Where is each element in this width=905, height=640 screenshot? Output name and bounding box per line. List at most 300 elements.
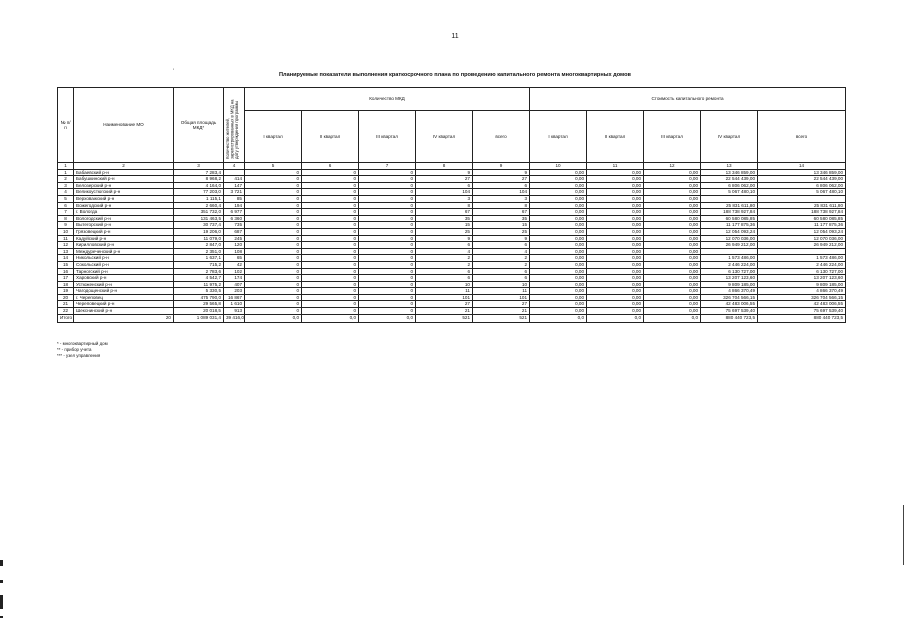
table-row xyxy=(58,209,846,216)
column-number: 9 xyxy=(473,163,530,170)
cell-n: 16 xyxy=(58,268,74,275)
cell-name: г. Череповец xyxy=(74,294,174,301)
cell-name: Кирилловский р-н xyxy=(74,242,174,249)
cell-q4: 27 xyxy=(416,176,473,183)
cell-c2: 0,00 xyxy=(587,176,644,183)
footnote: *** - узел управления xyxy=(57,353,101,358)
cell-c2: 0,00 xyxy=(587,189,644,196)
cell-q4: 4 xyxy=(416,248,473,255)
cell-n: 13 xyxy=(58,248,74,255)
column-number: 5 xyxy=(245,163,302,170)
cell-res: 194 xyxy=(224,202,245,209)
cell-name: Вологодский р-н xyxy=(74,215,174,222)
cell-q3: 0 xyxy=(359,242,416,249)
cell-q3: 0 xyxy=(359,248,416,255)
cell-q4: 10 xyxy=(416,281,473,288)
cell-area: 29 565,8 xyxy=(174,301,224,308)
cell-c1: 0,00 xyxy=(530,189,587,196)
cell-res: 687 xyxy=(224,228,245,235)
cell-q3: 0 xyxy=(359,308,416,315)
cell-area: 8 968,2 xyxy=(174,176,224,183)
table-row xyxy=(58,235,846,242)
table-row xyxy=(58,255,846,262)
cell-area: 351 732,0 xyxy=(174,209,224,216)
cell-c4: 25 831 611,80 xyxy=(701,202,758,209)
cell-q2: 0 xyxy=(302,275,359,282)
cell-ct: 75 697 539,40 xyxy=(758,308,846,315)
cell-c4: 4 866 370,49 xyxy=(701,288,758,295)
cell-c1: 0,00 xyxy=(530,255,587,262)
cell-res: 108 xyxy=(224,248,245,255)
cell-q4: 101 xyxy=(416,294,473,301)
cell-q1: 0 xyxy=(245,235,302,242)
plan-table xyxy=(57,87,846,323)
cell-q4: 15 xyxy=(416,222,473,229)
cell-q1: 0 xyxy=(245,301,302,308)
cell-c1: 0,00 xyxy=(530,222,587,229)
cell-q4: 6 xyxy=(416,182,473,189)
cell-c4: 75 697 539,40 xyxy=(701,308,758,315)
header-count-q1: I квартал xyxy=(245,111,302,163)
cell-tot: 3 xyxy=(473,195,530,202)
cell-q4: 104 xyxy=(416,189,473,196)
cell-c1: 0,00 xyxy=(530,294,587,301)
cell-c3: 0,00 xyxy=(644,288,701,295)
cell-c2: 0,00 xyxy=(587,202,644,209)
cell-q1: 0 xyxy=(245,228,302,235)
cell-q1: 0 xyxy=(245,202,302,209)
table-row xyxy=(58,215,846,222)
cell-q2: 0 xyxy=(302,261,359,268)
cell-q3: 0 xyxy=(359,301,416,308)
cell-c4: 42 483 006,55 xyxy=(701,301,758,308)
cell-c4: 12 070 036,00 xyxy=(701,235,758,242)
cell-q2: 0 xyxy=(302,189,359,196)
cell-c1: 0,00 xyxy=(530,261,587,268)
column-number: 4 xyxy=(224,163,245,170)
header-cost: Стоимость капитального ремонта xyxy=(530,88,846,111)
cell-area: 7 283,4 xyxy=(174,169,224,176)
cell-q4: 2 xyxy=(416,255,473,262)
cell-q2: 0 xyxy=(302,182,359,189)
cell-q3: 0 xyxy=(359,202,416,209)
cell-tot: 6 xyxy=(473,242,530,249)
cell-n: 20 xyxy=(58,294,74,301)
cell-c3: 0,00 xyxy=(644,235,701,242)
cell-tot: 25 xyxy=(473,228,530,235)
table-row xyxy=(58,268,846,275)
cell-area: 715,2 xyxy=(174,261,224,268)
table-body xyxy=(58,169,846,314)
cell-c2: 0,00 xyxy=(587,288,644,295)
column-number: 11 xyxy=(587,163,644,170)
cell-n: 17 xyxy=(58,275,74,282)
cell-n: 10 xyxy=(58,228,74,235)
total-label: Итого xyxy=(58,314,74,322)
cell-tot: 4 xyxy=(473,248,530,255)
cell-c3: 0,00 xyxy=(644,255,701,262)
cell-q1: 0 xyxy=(245,189,302,196)
cell-q2: 0 xyxy=(302,215,359,222)
cell-ct: 25 831 611,80 xyxy=(758,202,846,209)
cell-tot: 27 xyxy=(473,301,530,308)
header-num: № п/п xyxy=(58,88,74,163)
cell-ct: 4 866 370,49 xyxy=(758,288,846,295)
cell-q3: 0 xyxy=(359,209,416,216)
cell-c2: 0,00 xyxy=(587,209,644,216)
cell-n: 21 xyxy=(58,301,74,308)
cell-c3: 0,00 xyxy=(644,281,701,288)
cell-q3: 0 xyxy=(359,235,416,242)
cell-tot: 9 xyxy=(473,235,530,242)
cell-ct: 22 544 439,00 xyxy=(758,176,846,183)
cell-ct: 6 806 062,00 xyxy=(758,182,846,189)
cell-c3: 0,00 xyxy=(644,202,701,209)
cell-area: 30 737,4 xyxy=(174,222,224,229)
cell-c4: 12 054 093,24 xyxy=(701,228,758,235)
cell-c1: 0,00 xyxy=(530,248,587,255)
left-edge-scan-marks xyxy=(0,0,6,640)
cell-c3: 0,00 xyxy=(644,308,701,315)
total-row xyxy=(58,314,846,322)
cell-name: Устюженский р-н xyxy=(74,281,174,288)
cell-c1: 0,00 xyxy=(530,202,587,209)
table-row xyxy=(58,189,846,196)
cell-name: Вожегодский р-н xyxy=(74,202,174,209)
cell-c3: 0,00 xyxy=(644,189,701,196)
cell-tot: 6 xyxy=(473,268,530,275)
cell-tot: 21 xyxy=(473,308,530,315)
cell-c1: 0,00 xyxy=(530,281,587,288)
cell-c2: 0,00 xyxy=(587,301,644,308)
column-number: 12 xyxy=(644,163,701,170)
cell-ct: 11 177 875,36 xyxy=(758,222,846,229)
cell-c2: 0,00 xyxy=(587,261,644,268)
cell-res: 85 xyxy=(224,195,245,202)
cell-q3: 0 xyxy=(359,169,416,176)
cell-c4 xyxy=(701,248,758,255)
cell-ct: 326 704 566,15 xyxy=(758,294,846,301)
cell-res: 65 xyxy=(224,255,245,262)
cell-c1: 0,00 xyxy=(530,169,587,176)
cell-c4: 13 207 123,60 xyxy=(701,275,758,282)
cell-ct: 1 573 486,00 xyxy=(758,255,846,262)
cell-q4: 25 xyxy=(416,228,473,235)
footnote: * - многоквартирный дом xyxy=(57,341,108,346)
cell-q3: 0 xyxy=(359,215,416,222)
cell-ct: 9 809 185,00 xyxy=(758,281,846,288)
cell-c3: 0,00 xyxy=(644,222,701,229)
total-count: 20 xyxy=(74,314,174,322)
cell-name: Сокольский р-н xyxy=(74,261,174,268)
cell-res: 1 610 xyxy=(224,301,245,308)
cell-n: 19 xyxy=(58,288,74,295)
cell-c1: 0,00 xyxy=(530,228,587,235)
cell-name: Тарногский р-н xyxy=(74,268,174,275)
cell-q3: 0 xyxy=(359,228,416,235)
cell-area: 77 203,0 xyxy=(174,189,224,196)
cell-tot: 101 xyxy=(473,294,530,301)
cell-q2: 0 xyxy=(302,281,359,288)
cell-area: 1 637,1 xyxy=(174,255,224,262)
cell-q2: 0 xyxy=(302,268,359,275)
cell-res: 3 721 xyxy=(224,189,245,196)
total-area: 1 089 031,4 xyxy=(174,314,224,322)
cell-area: 2 351,0 xyxy=(174,248,224,255)
cell-res: 120 xyxy=(224,242,245,249)
column-number: 6 xyxy=(302,163,359,170)
cell-name: Вытегорский р-н xyxy=(74,222,174,229)
total-q1: 0,0 xyxy=(245,314,302,322)
cell-area: 20 018,5 xyxy=(174,308,224,315)
cell-area: 2 660,4 xyxy=(174,202,224,209)
cell-c3: 0,00 xyxy=(644,275,701,282)
cell-name: Кадуйский р-н xyxy=(74,235,174,242)
cell-n: 1 xyxy=(58,169,74,176)
cell-q4: 9 xyxy=(416,235,473,242)
cell-area: 2 847,0 xyxy=(174,242,224,249)
cell-area: 1 115,1 xyxy=(174,195,224,202)
page-number: 11 xyxy=(451,33,459,40)
column-number: 8 xyxy=(416,163,473,170)
cell-area: 2 783,6 xyxy=(174,268,224,275)
header-residents: Количество жителей, зарегистрированных в МКД на дату утверждения программы xyxy=(225,99,240,159)
cell-q4: 21 xyxy=(416,308,473,315)
cell-c3: 0,00 xyxy=(644,248,701,255)
header-area: Общая площадь МКД* xyxy=(174,88,224,163)
cell-tot: 8 xyxy=(473,202,530,209)
table-row xyxy=(58,228,846,235)
cell-q1: 0 xyxy=(245,176,302,183)
cell-q4: 6 xyxy=(416,275,473,282)
cell-q2: 0 xyxy=(302,242,359,249)
header-count-total: всего xyxy=(473,111,530,163)
cell-q3: 0 xyxy=(359,189,416,196)
cell-c2: 0,00 xyxy=(587,308,644,315)
cell-c4: 60 580 085,85 xyxy=(701,215,758,222)
corner-mark: ' xyxy=(173,69,175,75)
cell-q4: 2 xyxy=(416,261,473,268)
cell-area: 4 164,0 xyxy=(174,182,224,189)
cell-name: Чагодощенский р-н xyxy=(74,288,174,295)
header-cost-q2: II квартал xyxy=(587,111,644,163)
cell-q4: 11 xyxy=(416,288,473,295)
cell-tot: 2 xyxy=(473,255,530,262)
cell-res: 203 xyxy=(224,288,245,295)
table-row xyxy=(58,248,846,255)
cell-q4: 67 xyxy=(416,209,473,216)
cell-q1: 0 xyxy=(245,248,302,255)
cell-res: 147 xyxy=(224,182,245,189)
footnotes xyxy=(57,341,108,359)
cell-n: 12 xyxy=(58,242,74,249)
header-count-q2: II квартал xyxy=(302,111,359,163)
cell-n: 14 xyxy=(58,255,74,262)
cell-ct: 2 446 224,00 xyxy=(758,261,846,268)
cell-name: Никольский р-н xyxy=(74,255,174,262)
right-edge-scan-line xyxy=(903,505,904,565)
cell-c4: 1 573 486,00 xyxy=(701,255,758,262)
cell-c3: 0,00 xyxy=(644,294,701,301)
cell-c3: 0,00 xyxy=(644,228,701,235)
cell-ct: 12 070 036,00 xyxy=(758,235,846,242)
cell-ct: 13 346 859,00 xyxy=(758,169,846,176)
cell-q3: 0 xyxy=(359,268,416,275)
cell-n: 18 xyxy=(58,281,74,288)
total-cost-q2: 0,0 xyxy=(587,314,644,322)
cell-c1: 0,00 xyxy=(530,182,587,189)
cell-c1: 0,00 xyxy=(530,268,587,275)
cell-name: Верховажский р-н xyxy=(74,195,174,202)
cell-c2: 0,00 xyxy=(587,275,644,282)
cell-c3: 0,00 xyxy=(644,215,701,222)
cell-n: 9 xyxy=(58,222,74,229)
cell-res: 913 xyxy=(224,308,245,315)
cell-q3: 0 xyxy=(359,288,416,295)
cell-q2: 0 xyxy=(302,294,359,301)
column-number: 2 xyxy=(74,163,174,170)
cell-c1: 0,00 xyxy=(530,195,587,202)
cell-c2: 0,00 xyxy=(587,281,644,288)
cell-q4: 3 xyxy=(416,195,473,202)
table-row xyxy=(58,202,846,209)
table-row xyxy=(58,275,846,282)
cell-q3: 0 xyxy=(359,281,416,288)
cell-n: 15 xyxy=(58,261,74,268)
cell-q4: 27 xyxy=(416,301,473,308)
cell-tot: 10 xyxy=(473,281,530,288)
cell-q1: 0 xyxy=(245,169,302,176)
cell-q2: 0 xyxy=(302,301,359,308)
cell-c2: 0,00 xyxy=(587,182,644,189)
cell-c4: 9 809 185,00 xyxy=(701,281,758,288)
table-row xyxy=(58,281,846,288)
header-residents-cell xyxy=(224,88,245,163)
cell-c4: 6 130 727,00 xyxy=(701,268,758,275)
table-row xyxy=(58,288,846,295)
header-name: Наименование МО xyxy=(74,88,174,163)
cell-res: 735 xyxy=(224,222,245,229)
cell-area: 19 206,0 xyxy=(174,228,224,235)
cell-name: Харовский р-н xyxy=(74,275,174,282)
cell-c2: 0,00 xyxy=(587,248,644,255)
cell-n: 5 xyxy=(58,195,74,202)
cell-q3: 0 xyxy=(359,255,416,262)
cell-tot: 35 xyxy=(473,215,530,222)
cell-c3: 0,00 xyxy=(644,182,701,189)
cell-c2: 0,00 xyxy=(587,235,644,242)
cell-q1: 0 xyxy=(245,268,302,275)
cell-q2: 0 xyxy=(302,222,359,229)
cell-c1: 0,00 xyxy=(530,301,587,308)
table-row xyxy=(58,261,846,268)
cell-n: 11 xyxy=(58,235,74,242)
cell-ct xyxy=(758,195,846,202)
cell-n: 4 xyxy=(58,189,74,196)
cell-area: 11 079,0 xyxy=(174,235,224,242)
cell-name: Бабаевский р-н xyxy=(74,169,174,176)
cell-q2: 0 xyxy=(302,209,359,216)
cell-res: 42 xyxy=(224,261,245,268)
cell-ct: 6 130 727,00 xyxy=(758,268,846,275)
cell-n: 22 xyxy=(58,308,74,315)
cell-q4: 9 xyxy=(416,169,473,176)
cell-n: 2 xyxy=(58,176,74,183)
table-row xyxy=(58,195,846,202)
cell-tot: 6 xyxy=(473,182,530,189)
cell-tot: 104 xyxy=(473,189,530,196)
cell-q4: 6 xyxy=(416,242,473,249)
cell-c4: 22 544 439,00 xyxy=(701,176,758,183)
cell-ct: 60 580 085,85 xyxy=(758,215,846,222)
header-count-q4: IV квартал xyxy=(416,111,473,163)
table-row xyxy=(58,294,846,301)
cell-area: 11 975,2 xyxy=(174,281,224,288)
cell-c2: 0,00 xyxy=(587,268,644,275)
column-number-row xyxy=(58,163,846,170)
cell-c2: 0,00 xyxy=(587,255,644,262)
footnote: ** - прибор учета xyxy=(57,347,92,352)
cell-q1: 0 xyxy=(245,275,302,282)
cell-q1: 0 xyxy=(245,182,302,189)
column-number: 14 xyxy=(758,163,846,170)
cell-q1: 0 xyxy=(245,294,302,301)
table-row xyxy=(58,169,846,176)
cell-q1: 0 xyxy=(245,242,302,249)
cell-ct xyxy=(758,248,846,255)
cell-name: Череповецкий р-н xyxy=(74,301,174,308)
cell-res: 414 xyxy=(224,176,245,183)
cell-area: 4 542,7 xyxy=(174,275,224,282)
cell-c3: 0,00 xyxy=(644,195,701,202)
cell-tot: 6 xyxy=(473,275,530,282)
cell-q3: 0 xyxy=(359,195,416,202)
cell-c4: 2 446 224,00 xyxy=(701,261,758,268)
cell-q1: 0 xyxy=(245,195,302,202)
cell-c3: 0,00 xyxy=(644,261,701,268)
cell-c3: 0,00 xyxy=(644,176,701,183)
cell-c4: 5 067 480,10 xyxy=(701,189,758,196)
cell-ct: 26 949 212,00 xyxy=(758,242,846,249)
cell-q3: 0 xyxy=(359,261,416,268)
cell-q2: 0 xyxy=(302,308,359,315)
header-count-q3: III квартал xyxy=(359,111,416,163)
cell-c4 xyxy=(701,195,758,202)
cell-q1: 0 xyxy=(245,222,302,229)
table-row xyxy=(58,308,846,315)
cell-name: Бабушкинский р-н xyxy=(74,176,174,183)
total-cost-q3: 0,0 xyxy=(644,314,701,322)
total-count-all: 521 xyxy=(473,314,530,322)
cell-name: г. Вологда xyxy=(74,209,174,216)
total-cost-q4: 880 440 723,5 xyxy=(701,314,758,322)
cell-c4: 11 177 875,36 xyxy=(701,222,758,229)
total-q3: 0,0 xyxy=(359,314,416,322)
total-q4: 521 xyxy=(416,314,473,322)
cell-c2: 0,00 xyxy=(587,222,644,229)
cell-q2: 0 xyxy=(302,176,359,183)
cell-q3: 0 xyxy=(359,222,416,229)
cell-tot: 67 xyxy=(473,209,530,216)
cell-c3: 0,00 xyxy=(644,209,701,216)
cell-res: 6 360 xyxy=(224,215,245,222)
total-q2: 0,0 xyxy=(302,314,359,322)
cell-c4: 26 949 212,00 xyxy=(701,242,758,249)
column-number: 3 xyxy=(174,163,224,170)
cell-q2: 0 xyxy=(302,248,359,255)
cell-q1: 0 xyxy=(245,308,302,315)
cell-ct: 13 207 123,60 xyxy=(758,275,846,282)
